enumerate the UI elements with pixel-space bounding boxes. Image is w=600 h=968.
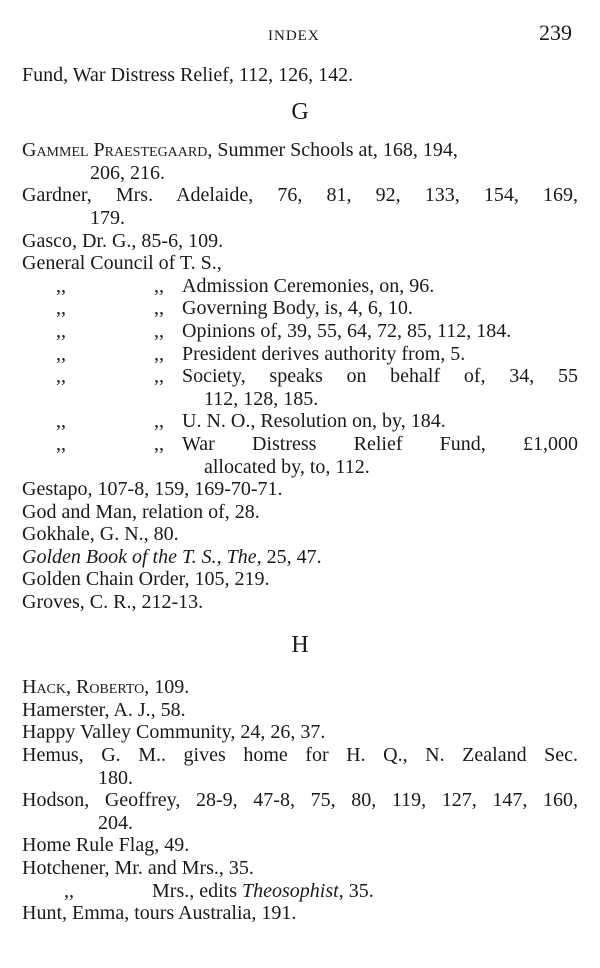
gc-sub-president	[22, 343, 578, 366]
ditto-mark: ,,	[154, 365, 164, 388]
entry-hemus: Hemus, G. M.. gives home for H. Q., N. Zealand Sec.	[22, 744, 578, 767]
ditto-mark: ,,	[154, 410, 164, 433]
gc-sub-war-cont: allocated by, to, 112.	[204, 455, 370, 478]
ditto-mark: ,,	[154, 319, 164, 342]
gc-sub-text: Opinions of, 39, 55, 64, 72, 85, 112, 184.	[182, 319, 512, 342]
entry-gammel-cont: 206, 216.	[90, 161, 165, 184]
page-header	[0, 20, 600, 52]
section-letter-g: G	[291, 98, 309, 125]
gc-sub-war	[22, 433, 578, 456]
hotchener-sub-text	[152, 880, 374, 903]
gc-sub-opinions	[22, 320, 578, 343]
gc-sub-text: War Distress Relief Fund, £1,000	[182, 432, 578, 455]
entry-hack-pages: 109.	[149, 676, 190, 699]
ditto-mark: ,,	[56, 365, 66, 388]
entry-groves: Groves, C. R., 212-13.	[22, 591, 204, 614]
entry-gestapo: Gestapo, 107-8, 159, 169-70-71.	[22, 478, 283, 501]
entry-general-council: General Council of T. S.,	[22, 252, 222, 275]
page-number: 239	[539, 20, 572, 45]
gc-sub-society-cont: 112, 128, 185.	[204, 387, 319, 410]
gc-sub-text: U. N. O., Resolution on, by, 184.	[182, 410, 446, 433]
golden-book-title: Golden Book of the T. S., The,	[22, 545, 262, 568]
entry-gasco: Gasco, Dr. G., 85-6, 109.	[22, 229, 224, 252]
gc-sub-governing	[22, 297, 578, 320]
ditto-mark: ,,	[56, 319, 66, 342]
entry-hack	[22, 676, 578, 699]
ditto-mark: ,,	[56, 297, 66, 320]
ditto-mark: ,,	[64, 879, 74, 902]
gc-sub-text: Governing Body, is, 4, 6, 10.	[182, 297, 413, 320]
entry-hodson: Hodson, Geoffrey, 28-9, 47-8, 75, 80, 119, 127, 147, 160,	[22, 789, 578, 812]
ditto-mark: ,,	[154, 342, 164, 365]
gc-sub-text: President derives authority from, 5.	[182, 342, 466, 365]
entry-happy-valley: Happy Valley Community, 24, 26, 37.	[22, 721, 326, 744]
entry-hemus-cont: 180.	[98, 766, 133, 789]
ditto-mark: ,,	[56, 342, 66, 365]
entry-hamerster: Hamerster, A. J., 58.	[22, 698, 186, 721]
entry-gardner: Gardner, Mrs. Adelaide, 76, 81, 92, 133, 154, 169,	[22, 184, 578, 207]
gc-sub-uno	[22, 410, 578, 433]
entry-golden-chain: Golden Chain Order, 105, 219.	[22, 568, 270, 591]
ditto-mark: ,,	[56, 432, 66, 455]
entry-gardner-cont: 179.	[90, 206, 125, 229]
entry-hack-name: Hack, Roberto,	[22, 676, 150, 699]
entry-gammel	[22, 139, 578, 162]
ditto-mark: ,,	[56, 410, 66, 433]
golden-book-pages: 25, 47.	[261, 545, 322, 568]
entry-god-and-man: God and Man, relation of, 28.	[22, 500, 260, 523]
entry-hunt: Hunt, Emma, tours Australia, 191.	[22, 902, 297, 925]
gc-sub-text: Society, speaks on behalf of, 34, 55	[182, 365, 578, 388]
gc-sub-society	[22, 365, 578, 388]
ditto-mark: ,,	[154, 297, 164, 320]
entry-fund-war: Fund, War Distress Relief, 112, 126, 142.	[22, 64, 354, 86]
ditto-mark: ,,	[56, 274, 66, 297]
entry-hotchener-sub	[22, 880, 578, 903]
running-head: INDEX	[268, 28, 320, 44]
entry-home-rule: Home Rule Flag, 49.	[22, 834, 190, 857]
gc-sub-text: Admission Ceremonies, on, 96.	[182, 274, 435, 297]
ditto-mark: ,,	[154, 432, 164, 455]
entry-gokhale: Gokhale, G. N., 80.	[22, 523, 179, 546]
entry-golden-book	[22, 546, 578, 569]
hotchener-sub-pre: Mrs., edits	[152, 879, 242, 902]
entry-hodson-cont: 204.	[98, 811, 133, 834]
ditto-mark: ,,	[154, 274, 164, 297]
section-letter-h: H	[291, 631, 309, 658]
entry-gammel-rest: Summer Schools at, 168, 194,	[212, 139, 458, 162]
entry-hotchener: Hotchener, Mr. and Mrs., 35.	[22, 857, 254, 879]
entry-gammel-name: Gammel Praestegaard,	[22, 139, 213, 162]
hotchener-sub-title: Theosophist	[242, 879, 339, 902]
index-entries	[22, 64, 578, 925]
hotchener-sub-post: , 35.	[338, 879, 374, 902]
gc-sub-admission	[22, 275, 578, 298]
